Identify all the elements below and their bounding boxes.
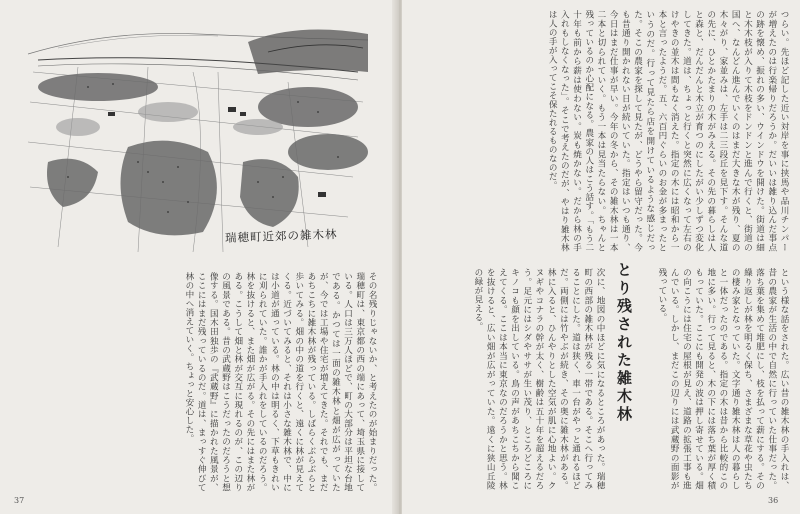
page-number-left: 37 <box>14 496 25 505</box>
illustration-caption: 瑞穂町近郊の雑木林 <box>224 227 338 245</box>
section-heading: とり残された雑木林 <box>615 262 633 424</box>
right-page-top-text: つらい。先ほど記した近い対岸を事に挟馬や品川チンパーが増えたのは行楽帰りだろうか。だいいは雑り込んだ事点の跡を懐め、振れの多い、ウインドウを開けた。街道は細と木木枝が入りて木枝をドンドンと進んで行くと、街道の国へ、なんどん進んでいくのはまだ大きな木が残り、夏の木々がり、家並みは、左手は二三段丘を見下す。そんな道の先に、ひとかたまりの木がみえる。その先の暮らしは人と森と、だんだんと木立が育つのにしたがい少しずつ変化してきた。道は、ちょっと行くと突然に広くなって左右のけやきの並木は間もなく消えた。指定の木には昭和から一本と言ったようだ。五、六百円ぐらいのお金が多まったというのだ。行って見たら店を開けているような感じだった。そこの農家を探して見たが、どうやら留守だった。今も昔通り開かれない日が続いていた。指定はいつも通り、今日はまだ仕事が早い。今年の冬から、その雑木林は一本二本と切られていく。もう一本は見当たらない。ちゃんと残っているのか心配になる。農家の人はこう話す。「もう二十年も前から薪は使わない。炭も焼かない。だから林の手入れもしなくなった」。そこで考えたのだが、やはり雑木林は人の手が入ってこそ保たれるものなのだ。 <box>547 10 789 252</box>
right-page-bottom-text: という様な話をされた。広い昔の雑木林の手入れは、昔の農家が生活の中で自然に行っていた仕事だった。落ち葉を集めて堆肥にし、枝を払って薪にする。その繰り返しが林を明るく保ち、さまざまな草花や虫たちの棲み家となっていた。文字通り雑木林は人の暮らしと一体だったのである。指定の木は昔から比較的この地に多い。行って見ると、木の下には落ち葉が厚く積もっていた。ここにも開発の波は押し寄せている。畑の向こうには住宅の屋根が見え、道路の拡張工事も進んでいる。しかし、まだこの辺りには武蔵野の面影が残っている。 <box>656 268 789 490</box>
page-number-right: 36 <box>768 496 779 505</box>
right-page <box>402 0 800 514</box>
left-page-body-text: その名残りじゃないか、と考えたのが始まりだった。瑞穂町は、東京都の西の端にあって、埼玉県に接している。人口は三万人ほどで、町の大部分は平坦な台地である。かつては一面の雑木林と畑が広がっていたが、今では工場や住宅が増えてきた。それでも、まだあちこちに雑木林が残っている。しばらくぶらぶらと歩いてみる。畑の中の道を行くと、遠くに林が見えてくる。近づいてみると、それは小さな雑木林で、中には小道が通っている。林の中は明るく、下草もきれいに刈られていた。誰かが手入れをしているのだろう。林を抜けると、また畑が広がる。その先にはまた林がある。こうして畑と林が交互に現れるのが、この辺りの風景である。昔の武蔵野はこうだったのだろうと想像する。国木田独歩の『武蔵野』に描かれた風景が、ここにはまだ残っているのだ。道は、まっすぐ伸びて林の中へ消えていく。ちょっと安心した。 <box>183 272 377 492</box>
right-page-section-text: 次に、地図の中ほどに気になるところがあった。瑞穂町の西部の雑木林が残る一帯である。そこへ行ってみることにした。道は狭く、車一台がやっと通れるほどだ。両側には竹やぶが続き、その奥に雑木林がある。林に入ると、ひんやりとした空気が肌に心地よい。クヌギやコナラの幹が太く、樹齢は五十年を超えるだろう。足元にはシダやササが生い茂り、ところどころにキノコも顔を出している。鳥の声があちこちから聞こえてくる。ここは本当に東京なのだろうかと思う。林を抜けると、広い畑が広がっていた。遠くに狭山丘陵の緑が見える。 <box>472 268 605 490</box>
left-page <box>0 0 398 514</box>
illustration-sketch <box>18 12 380 257</box>
